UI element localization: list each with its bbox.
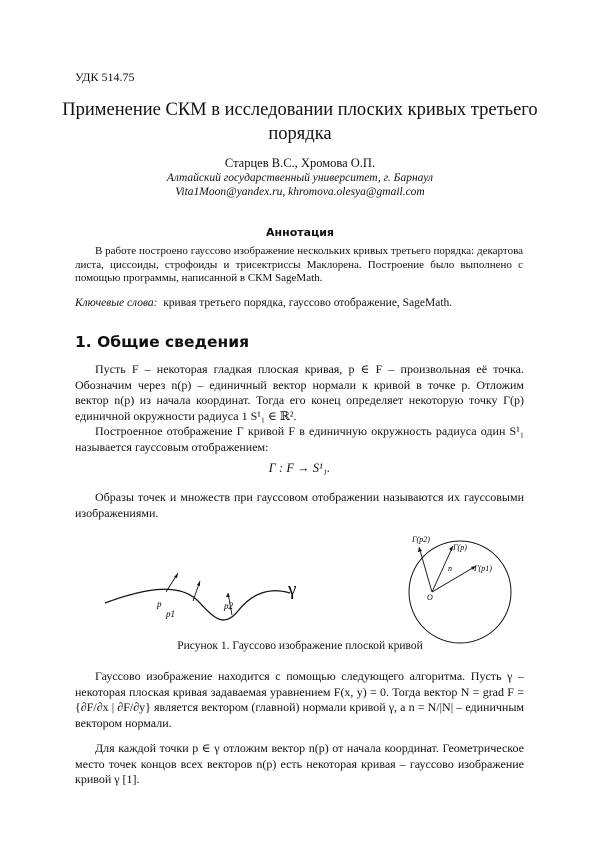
keywords-text: кривая третьего порядка, гауссово отображение, SageMath.	[163, 297, 453, 309]
label-g-p: Γ(p)	[453, 543, 467, 552]
curve-figure	[100, 565, 340, 635]
paragraph-4: Гауссово изображение находится с помощью следующего алгоритма. Пусть γ – некоторая плоская кривая задаваемая уравнением F(x, y) = 0. Тогда вектор N = grad F = {∂F/∂x | ∂F/∂y} является вектором (главной) нормали кривой γ, а n = N/|N| – единичным вектором нормали.	[75, 669, 524, 730]
paragraph-3: Образы точек и множеств при гауссовом отображении называются их гауссовыми изображениями.	[75, 490, 524, 520]
gauss-circle	[405, 530, 520, 645]
label-n: n	[448, 564, 452, 573]
paper-title: Применение СКМ в исследовании плоских кривых третьего порядка	[62, 100, 538, 144]
vector-g-p1	[432, 566, 476, 592]
label-p: p	[157, 599, 162, 609]
paragraph-5: Для каждой точки p ∈ γ отложим вектор n(p) от начала координат. Геометрическое место точек концов всех векторов n(p) есть некоторая кривая – гауссово изображение кривой γ [1].	[75, 741, 524, 786]
abstract-heading: Аннотация	[266, 226, 334, 239]
author-emails: Vita1Moon@yandex.ru, khromova.olesya@gmail.com	[175, 186, 425, 198]
formula-gauss-map: Γ : F → S¹₁.	[268, 461, 331, 475]
abstract-text: В работе построено гауссово изображение нескольких кривых третьего порядка: декартова листа, циссоиды, строфоиды и трисектриссы Маклорена. Построение было выполнено с помощью программы, написанной в СКМ SageMath.	[75, 245, 523, 284]
label-p1: p1	[166, 609, 175, 619]
paragraph-2: Построенное отображение Γ кривой F в единичную окружность радиуса один S¹₁ называется гауссовым отображением:	[75, 424, 524, 454]
label-p2: p2	[224, 601, 233, 611]
keywords-label: Ключевые слова:	[75, 297, 158, 309]
label-g-p2: Γ(p2)	[412, 535, 430, 544]
authors: Старцев В.С., Хромова О.П.	[224, 156, 376, 170]
udk-code: УДК 514.75	[75, 70, 135, 84]
vector-g-p2	[419, 547, 432, 592]
label-g-p1: Γ(p1)	[474, 564, 492, 573]
label-gamma: γ	[288, 579, 297, 600]
keywords	[75, 297, 535, 309]
figure-caption: Рисунок 1. Гауссово изображение плоской кривой	[177, 640, 423, 652]
section-heading: 1. Общие сведения	[75, 333, 250, 351]
affiliation: Алтайский государственный университет, г. Барнаул	[166, 172, 434, 184]
label-o: O	[427, 593, 433, 602]
unit-circle	[409, 541, 511, 643]
curve-gamma	[105, 589, 290, 620]
paragraph-1: Пусть F – некоторая гладкая плоская кривая, p ∈ F – произвольная её точка. Обозначим через n(p) – единичный вектор нормали к кривой в точке p. Отложим вектор n(p) из начала координат. Тогда его конец определяет некоторую точку Γ(p) единичной окружности радиуса 1 S¹₁ ∈ ℝ².	[75, 362, 524, 423]
